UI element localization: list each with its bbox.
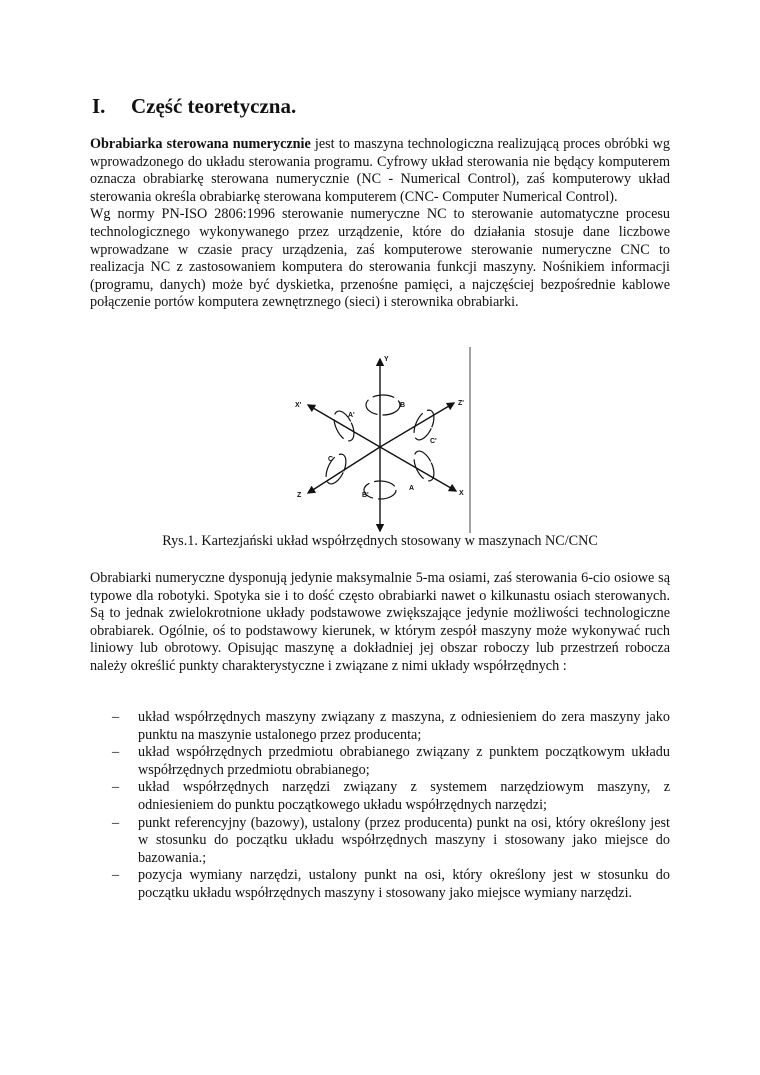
norm-text: Wg normy PN-ISO 2806:1996 sterowanie numeryczne NC to sterowanie automatyczne procesu technologicznego wykonywanego przez urządzenie, które do działania stosuje dane liczbowe wprowadzane w czasie pracy urządzenia, zaś komputerowe sterowanie numeryczne CNC to realizacja NC z zastosowaniem komputera do sterowania funkcji maszyny. Nośnikiem informacji (programu, danych) może być dyskietka, przenośne pamięci, a najczęściej bezpośrednie kablowe połączenie portów komputera zewnętrznego (sieci) i sterownika obrabiarki.: [90, 206, 670, 311]
label-x: X: [459, 490, 464, 497]
list-item: – układ współrzędnych maszyny związany z maszyna, z odniesieniem do zera maszyny jako punktu na maszynie ustalonego przez producenta;: [112, 709, 670, 743]
label-c-prime: C': [430, 438, 437, 445]
intro-paragraph: [90, 136, 670, 312]
intro-bold-term: Obrabiarka sterowana numerycznie: [90, 136, 311, 152]
label-x-prime: X': [295, 402, 302, 409]
label-z-prime: Z': [458, 400, 464, 407]
label-z: Z: [297, 492, 302, 499]
section-number: I.: [92, 94, 106, 118]
coordinate-system-figure: [288, 345, 472, 535]
section-heading: [92, 93, 296, 119]
label-b: B: [400, 402, 406, 409]
coordinate-system-diagram: [288, 345, 472, 535]
list-item: – punkt referencyjny (bazowy), ustalony (przez producenta) punkt na osi, który określony jest w stosunku do początku układu współrzędnych maszyny i stosowany jako miejsce do bazowania.;: [112, 814, 670, 866]
label-a: A: [409, 485, 415, 492]
z-prime-axis-line: [380, 403, 454, 447]
list-dash: –: [112, 709, 120, 725]
list-dash: –: [112, 814, 120, 831]
label-y: Y: [384, 356, 389, 363]
coordinate-systems-list: [90, 709, 670, 903]
label-a-prime: A': [348, 412, 355, 419]
label-c: C: [328, 456, 334, 463]
list-dash: –: [112, 744, 120, 761]
list-item: – układ współrzędnych przedmiotu obrabianego związany z punktem początkowym układu współrzędnych przedmiotu obrabianego;: [112, 744, 670, 778]
rotation-b-ellipse: [366, 395, 400, 415]
section-title: Część teoretyczna.: [131, 94, 297, 118]
label-b-prime: B': [362, 492, 369, 499]
list-dash: –: [112, 867, 120, 884]
intro-text: jest to maszyna technologiczna realizującą proces obróbki wg wprowadzonego do układu sterowania programu. Cyfrowy układ sterowania nie będący komputerem oznacza obrabiarkę sterowana numerycznie (NC - Numerical Control), zaś komputerowy układ sterowania określa obrabiarkę sterowana komputerem (CNC- Computer Numerical Control).: [90, 136, 670, 205]
list-item: – układ współrzędnych narzędzi związany z systemem narzędziowym maszyny, z odniesieniem do punktu początkowego układu współrzędnych narzędzi;: [112, 779, 670, 813]
list-dash: –: [112, 779, 120, 796]
figure-caption: Rys.1. Kartezjański układ współrzędnych stosowany w maszynach NC/CNC: [162, 533, 598, 549]
x-axis-line: [380, 447, 456, 491]
body-paragraph: Obrabiarki numeryczne dysponują jedynie maksymalnie 5-ma osiami, zaś sterowania 6-cio osiowe są typowe dla robotyki. Spotyka sie i to dość często obrabiarki nawet o kilkunastu osiach sterowanych. Są to jednak zwielokrotnione układy podstawowe zwiększające jedynie możliwości technologiczne obrabiarek. Ogólnie, oś to podstawowy kierunek, w którym zespół maszyny może wykonywać ruch liniowy lub obrotowy. Opisując maszynę a dokładniej jej obszar roboczy lub przestrzeń robocza należy określić punkty charakterystyczne i związane z nimi układy współrzędnych :: [90, 570, 670, 674]
list-item: – pozycja wymiany narzędzi, ustalony punkt na osi, który określony jest w stosunku do początku układu współrzędnych maszyny i stosowany jako miejsce wymiany narzędzi.: [112, 867, 670, 901]
